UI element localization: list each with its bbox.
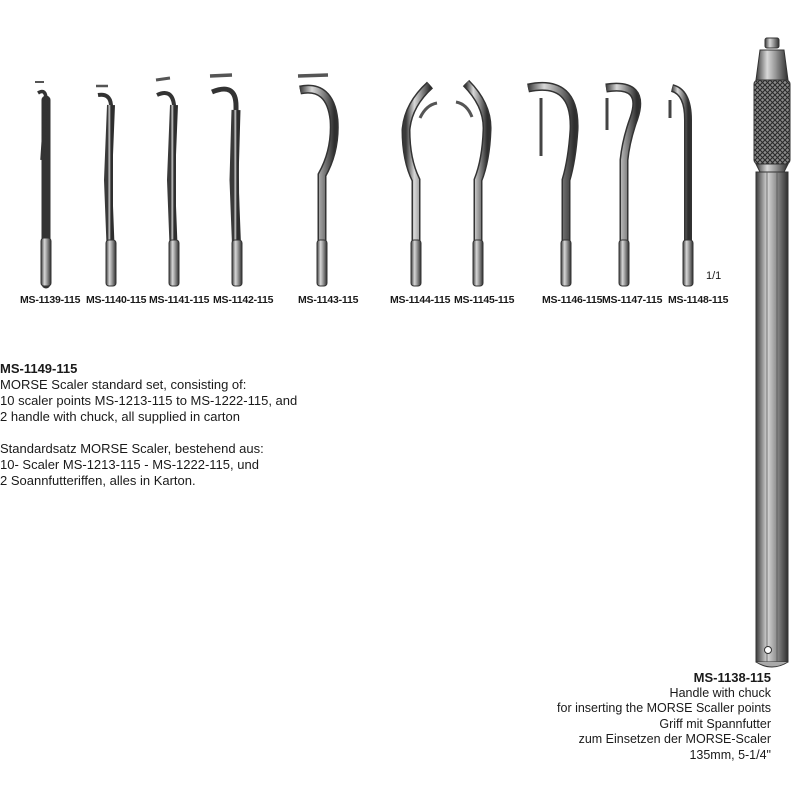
set-de-line-2: 10- Scaler MS-1213-115 - MS-1222-115, und [0,457,259,472]
scaler-point-ms-1140 [96,86,116,286]
scaler-point-ms-1144 [406,85,437,286]
handle-line-4: zum Einsetzen der MORSE-Scaler [578,732,771,746]
handle-line-1: Handle with chuck [669,685,771,700]
scaler-point-ms-1141 [156,78,179,286]
code-label-ms-1142: MS-1142-115 [213,294,274,306]
scaler-point-ms-1139 [35,82,51,286]
scaler-point-ms-1142 [210,75,242,286]
scaler-point-ms-1145 [456,83,487,286]
code-label-ms-1140: MS-1140-115 [86,294,147,306]
code-label-ms-1148: MS-1148-115 [668,294,729,306]
scaler-point-ms-1146 [528,86,574,286]
code-label-ms-1144: MS-1144-115 [390,294,451,306]
set-de-line-3: 2 Soannfutteriffen, alles in Karton. [0,473,196,488]
set-en-line-3: 2 handle with chuck, all supplied in carton [0,409,240,424]
scaler-point-ms-1148 [670,88,693,286]
handle-description [557,670,771,763]
set-en-line-1: MORSE Scaler standard set, consisting of: [0,377,247,392]
code-label-ms-1143: MS-1143-115 [298,294,359,306]
handle-code: MS-1138-115 [693,670,771,685]
code-label-ms-1146: MS-1146-115 [542,294,603,306]
handle-with-chuck [754,38,790,667]
set-code: MS-1149-115 [0,361,78,376]
scaler-point-ms-1143 [298,75,334,286]
code-label-ms-1145: MS-1145-115 [454,294,515,306]
handle-line-5: 135mm, 5-1/4" [689,747,771,762]
code-label-ms-1141: MS-1141-115 [149,294,210,306]
set-en-line-2: 10 scaler points MS-1213-115 to MS-1222-115, and [0,393,298,408]
set-description [0,361,340,489]
handle-line-2: for inserting the MORSE Scaller points [557,701,771,715]
scale-label: 1/1 [706,270,722,282]
code-label-ms-1147: MS-1147-115 [602,294,663,306]
handle-line-3: Griff mit Spannfutter [659,716,771,731]
code-label-ms-1139: MS-1139-115 [20,294,81,306]
set-de-line-1: Standardsatz MORSE Scaler, bestehend aus: [0,441,264,456]
scaler-point-ms-1147 [606,87,637,286]
